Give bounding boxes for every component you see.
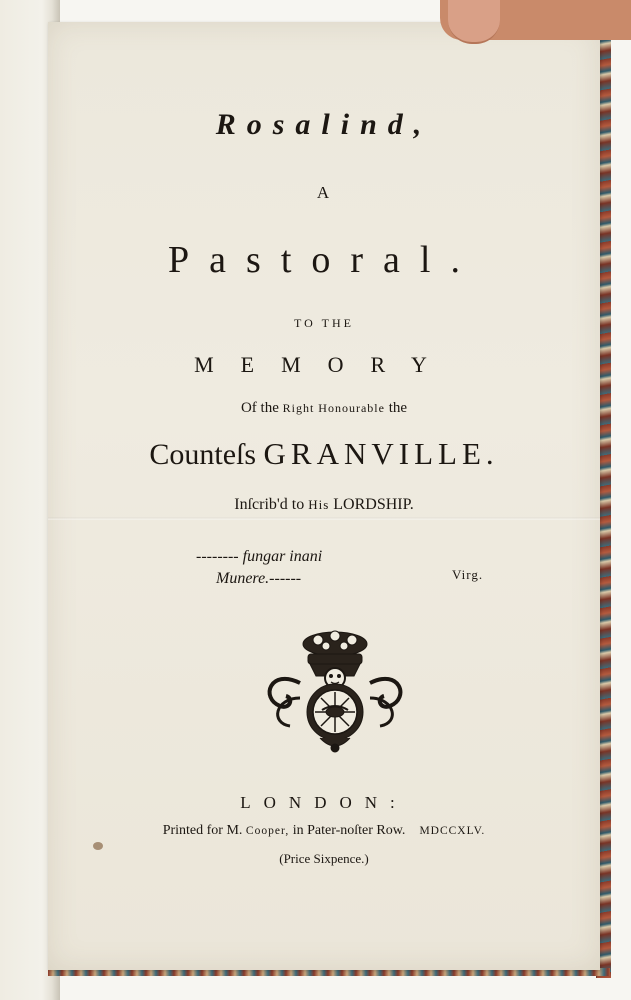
genre-heading: Pastoral. [168, 239, 480, 281]
countess-line [48, 436, 600, 472]
imprint-city: LONDON: [240, 793, 408, 812]
article-a: A [316, 183, 332, 202]
imprint-year: MDCCXLV. [419, 825, 486, 837]
memory-heading: MEMORY [194, 352, 454, 377]
dedication-line [48, 400, 600, 417]
the-text: the [388, 400, 408, 416]
to-the-line: TO THE [294, 316, 354, 330]
motto-source: Virg. [452, 567, 484, 582]
of-the-text: Of the [240, 400, 279, 416]
motto-line-1: -------- fungar inani [196, 548, 323, 565]
granville-text: GRANVILLE. [263, 436, 499, 471]
countess-text: Counteſs [149, 438, 257, 471]
lordship-text: LORDSHIP. [333, 496, 414, 513]
printers-ornament-icon [260, 628, 410, 758]
thumb [448, 0, 500, 44]
imprint-line [48, 823, 600, 839]
his-text: His [308, 497, 330, 512]
right-honourable-text: Right Honourable [282, 401, 385, 415]
printer-name: Cooper, [245, 825, 290, 837]
motto-line-2: Munere.------ [216, 570, 302, 587]
inscribed-text: Inſcrib'd to [234, 496, 305, 513]
printed-location-text: in Pater-noſter Row. [292, 823, 406, 838]
book-title: Rosalind, [215, 108, 433, 141]
printed-for-text: Printed for M. [162, 823, 243, 838]
price-line: (Price Sixpence.) [279, 851, 369, 866]
foxing-spot [93, 842, 103, 850]
inscription-line [48, 496, 600, 514]
page-fold-crease [48, 517, 600, 520]
